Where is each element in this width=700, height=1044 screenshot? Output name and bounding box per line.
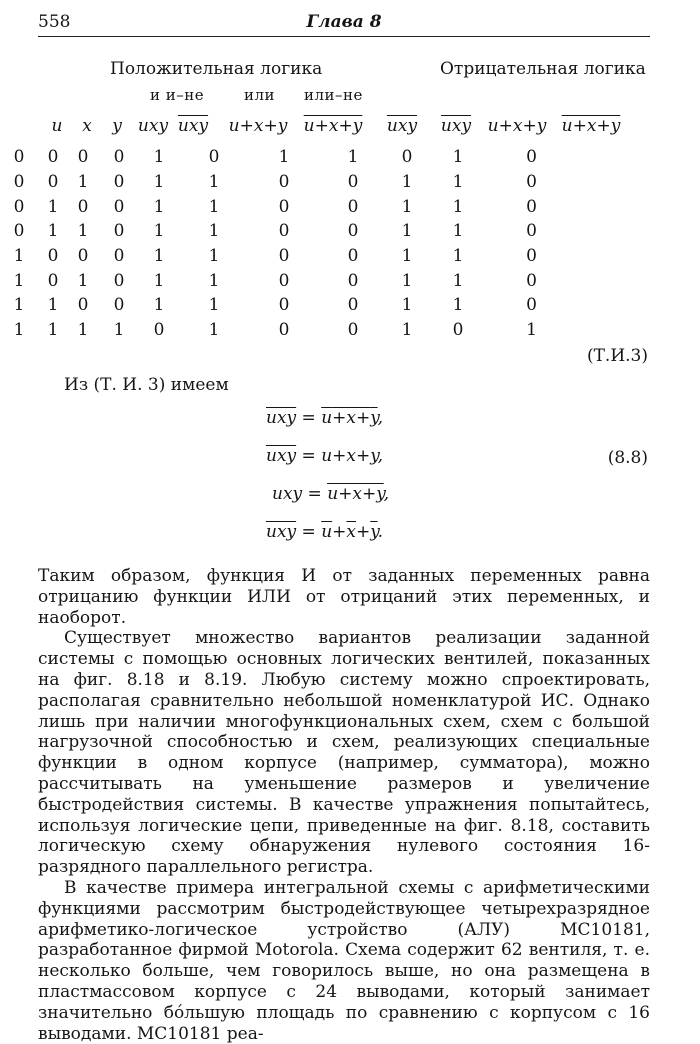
label-and-nand: и и–не (150, 86, 205, 104)
label-nor: или–не (304, 86, 363, 104)
table-cell: 1 (47, 320, 59, 341)
table-cell: 0 (77, 295, 89, 316)
table-cell: 1 (347, 147, 359, 168)
table-cell: 1 (401, 196, 413, 217)
table-cell: 0 (347, 320, 359, 341)
table-cell: 0 (347, 246, 359, 267)
table-cell: 0 (452, 320, 464, 341)
group-positive-logic: Положительная логика (110, 59, 323, 79)
table-cell: 0 (113, 246, 125, 267)
table-cell: 1 (47, 295, 59, 316)
table-cell: 1 (77, 320, 89, 341)
table-cell: 0 (153, 320, 165, 341)
table-cell: 1 (208, 270, 220, 291)
col-header-and: uxy (137, 116, 169, 136)
table-cell: 1 (452, 221, 464, 242)
table-cell: 1 (13, 270, 25, 291)
col-header-u: u (51, 116, 63, 136)
table-cell: 1 (452, 147, 464, 168)
table-row (0, 219, 573, 244)
table-cell: 1 (153, 221, 165, 242)
table-cell: 1 (113, 320, 125, 341)
table-cell: 0 (47, 147, 59, 168)
table-cell: 1 (77, 270, 89, 291)
table-cell: 1 (401, 270, 413, 291)
table-row (0, 145, 573, 170)
group-negative-logic: Отрицательная логика (440, 59, 646, 79)
table-cell: 0 (347, 295, 359, 316)
table-cell: 0 (347, 270, 359, 291)
table-cell: 1 (153, 172, 165, 193)
table-cell: 0 (47, 246, 59, 267)
col-header-neg-nand: $\overline{uxy}$ (386, 116, 418, 136)
table-cell: 1 (452, 295, 464, 316)
table-cell: 1 (77, 172, 89, 193)
table-cell: 0 (113, 172, 125, 193)
equation-3: uxy = u+x+y, (272, 484, 390, 504)
table-cell: 0 (526, 270, 537, 291)
table-cell: 0 (47, 270, 59, 291)
table-cell: 1 (278, 147, 290, 168)
equation-2: $\overline{uxy} = u+x+y$, (266, 446, 384, 466)
table-cell: 1 (208, 221, 220, 242)
table-row (0, 194, 573, 219)
intro-line: Из (Т. И. 3) имеем (64, 375, 229, 395)
table-cell: 0 (278, 320, 290, 341)
table-row (0, 268, 573, 293)
table-cell: 0 (278, 172, 290, 193)
truth-table (0, 145, 573, 343)
table-cell: 1 (153, 196, 165, 217)
equation-1: $\overline{uxy} = u+x+y$, (266, 408, 384, 428)
table-cell: 0 (278, 221, 290, 242)
table-cell: 0 (77, 246, 89, 267)
table-cell: 0 (347, 196, 359, 217)
table-cell: 0 (278, 295, 290, 316)
table-cell: 1 (13, 246, 25, 267)
table-cell: 1 (13, 295, 25, 316)
table-cell: 1 (153, 246, 165, 267)
table-row (0, 170, 573, 195)
table-cell: 1 (401, 172, 413, 193)
table-cell: 0 (347, 172, 359, 193)
table-cell: 0 (113, 147, 125, 168)
table-cell: 0 (278, 196, 290, 217)
table-cell: 1 (153, 270, 165, 291)
equation-4: $\overline{uxy} = \overline{u}+\overline{x}+\overline{y}$. (266, 522, 384, 542)
table-cell: 0 (113, 221, 125, 242)
table-cell: 0 (401, 147, 413, 168)
table-cell: 1 (77, 221, 89, 242)
table-cell: 1 (401, 320, 413, 341)
table-cell: 1 (208, 196, 220, 217)
table-cell: 0 (113, 295, 125, 316)
table-cell: 0 (278, 270, 290, 291)
header-rule (38, 36, 650, 37)
table-cell: 0 (347, 221, 359, 242)
table-cell: 0 (526, 147, 537, 168)
table-cell: 1 (401, 246, 413, 267)
table-cell: 0 (526, 295, 537, 316)
table-cell: 1 (47, 221, 59, 242)
table-cell: 1 (13, 320, 25, 341)
col-header-neg-nor: u+x+y (487, 116, 547, 136)
table-cell: 0 (526, 172, 537, 193)
eq3-rhs: u+x+y (327, 484, 384, 504)
table-cell: 1 (208, 246, 220, 267)
equation-number: (8.8) (607, 448, 648, 468)
table-cell: 0 (526, 196, 537, 217)
paragraph: Таким образом, функция И от заданных переменных равна отрицанию функции ИЛИ от отрицаний этих переменных, и наоборот. (38, 566, 650, 628)
table-cell: 0 (278, 246, 290, 267)
table-cell: 0 (77, 196, 89, 217)
col-header-neg-or: u+x+y (561, 116, 621, 136)
table-cell: 0 (13, 172, 25, 193)
table-cell: 1 (153, 147, 165, 168)
col-header-nand: $\overline{uxy}$ (177, 116, 209, 136)
table-cell: 1 (208, 172, 220, 193)
table-cell: 1 (208, 320, 220, 341)
page-number: 558 (38, 12, 71, 32)
table-cell: 1 (208, 295, 220, 316)
table-cell: 0 (13, 147, 25, 168)
page-header (38, 10, 650, 34)
col-header-nor: u+x+y (303, 116, 363, 136)
col-header-neg-and: $\overline{uxy}$ (440, 116, 472, 136)
paragraph: Существует множество вариантов реализации заданной системы с помощью основных логических вентилей, показанных на фиг. 8.18 и 8.19. Любую систему можно спроектировать, располагая сравнительно небольшой номенклатурой ИС. Однако лишь при наличии многофункциональных схем, схем с большой нагрузочной способностью и схем, реализующих специальные функции в одном корпусе (например, сумматора), можно рассчитывать на уменьшение размеров и увеличение быстродействия системы. В качестве упражнения попытайтесь, используя логические цепи, приведенные на фиг. 8.18, составить логическую схему обнаружения нулевого состояния 16-разрядного параллельного регистра. (38, 628, 650, 878)
body-text (38, 566, 650, 1044)
table-cell: 1 (452, 246, 464, 267)
paragraph: В качестве примера интегральной схемы с арифметическими функциями рассмотрим быстродействующее четырехразрядное арифметико-логическое устройство (АЛУ) MC10181, разработанное фирмой Motorola. Схема содержит 62 вентиля, т. е. несколько больше, чем говорилось выше, но она размещена в пластмассовом корпусе с 24 выводами, который занимает значительно бóльшую площадь по сравнению с корпусом с 16 выводами. MC10181 реа- (38, 877, 650, 1044)
table-row (0, 318, 573, 343)
table-row (0, 244, 573, 269)
table-cell: 1 (401, 295, 413, 316)
table-cell: 0 (13, 221, 25, 242)
table-cell: 0 (526, 221, 537, 242)
chapter-title: Глава 8 (306, 12, 382, 32)
eq1-rhs: u+x+y (321, 408, 378, 428)
table-cell: 1 (153, 295, 165, 316)
table-cell: 1 (452, 196, 464, 217)
table-cell: 0 (113, 196, 125, 217)
table-cell: 1 (452, 172, 464, 193)
table-cell: 0 (13, 196, 25, 217)
table-cell: 0 (526, 246, 537, 267)
col-header-or: u+x+y (228, 116, 288, 136)
table-cell: 1 (47, 196, 59, 217)
table-tag: (Т.И.3) (586, 346, 648, 366)
table-cell: 1 (401, 221, 413, 242)
table-cell: 0 (208, 147, 220, 168)
table-cell: 0 (113, 270, 125, 291)
table-cell: 1 (526, 320, 537, 341)
table-cell: 0 (77, 147, 89, 168)
col-header-x: x (82, 116, 92, 136)
table-cell: 0 (47, 172, 59, 193)
label-or: или (244, 86, 276, 104)
table-row (0, 293, 573, 318)
table-cell: 1 (452, 270, 464, 291)
col-header-y: y (112, 116, 122, 136)
